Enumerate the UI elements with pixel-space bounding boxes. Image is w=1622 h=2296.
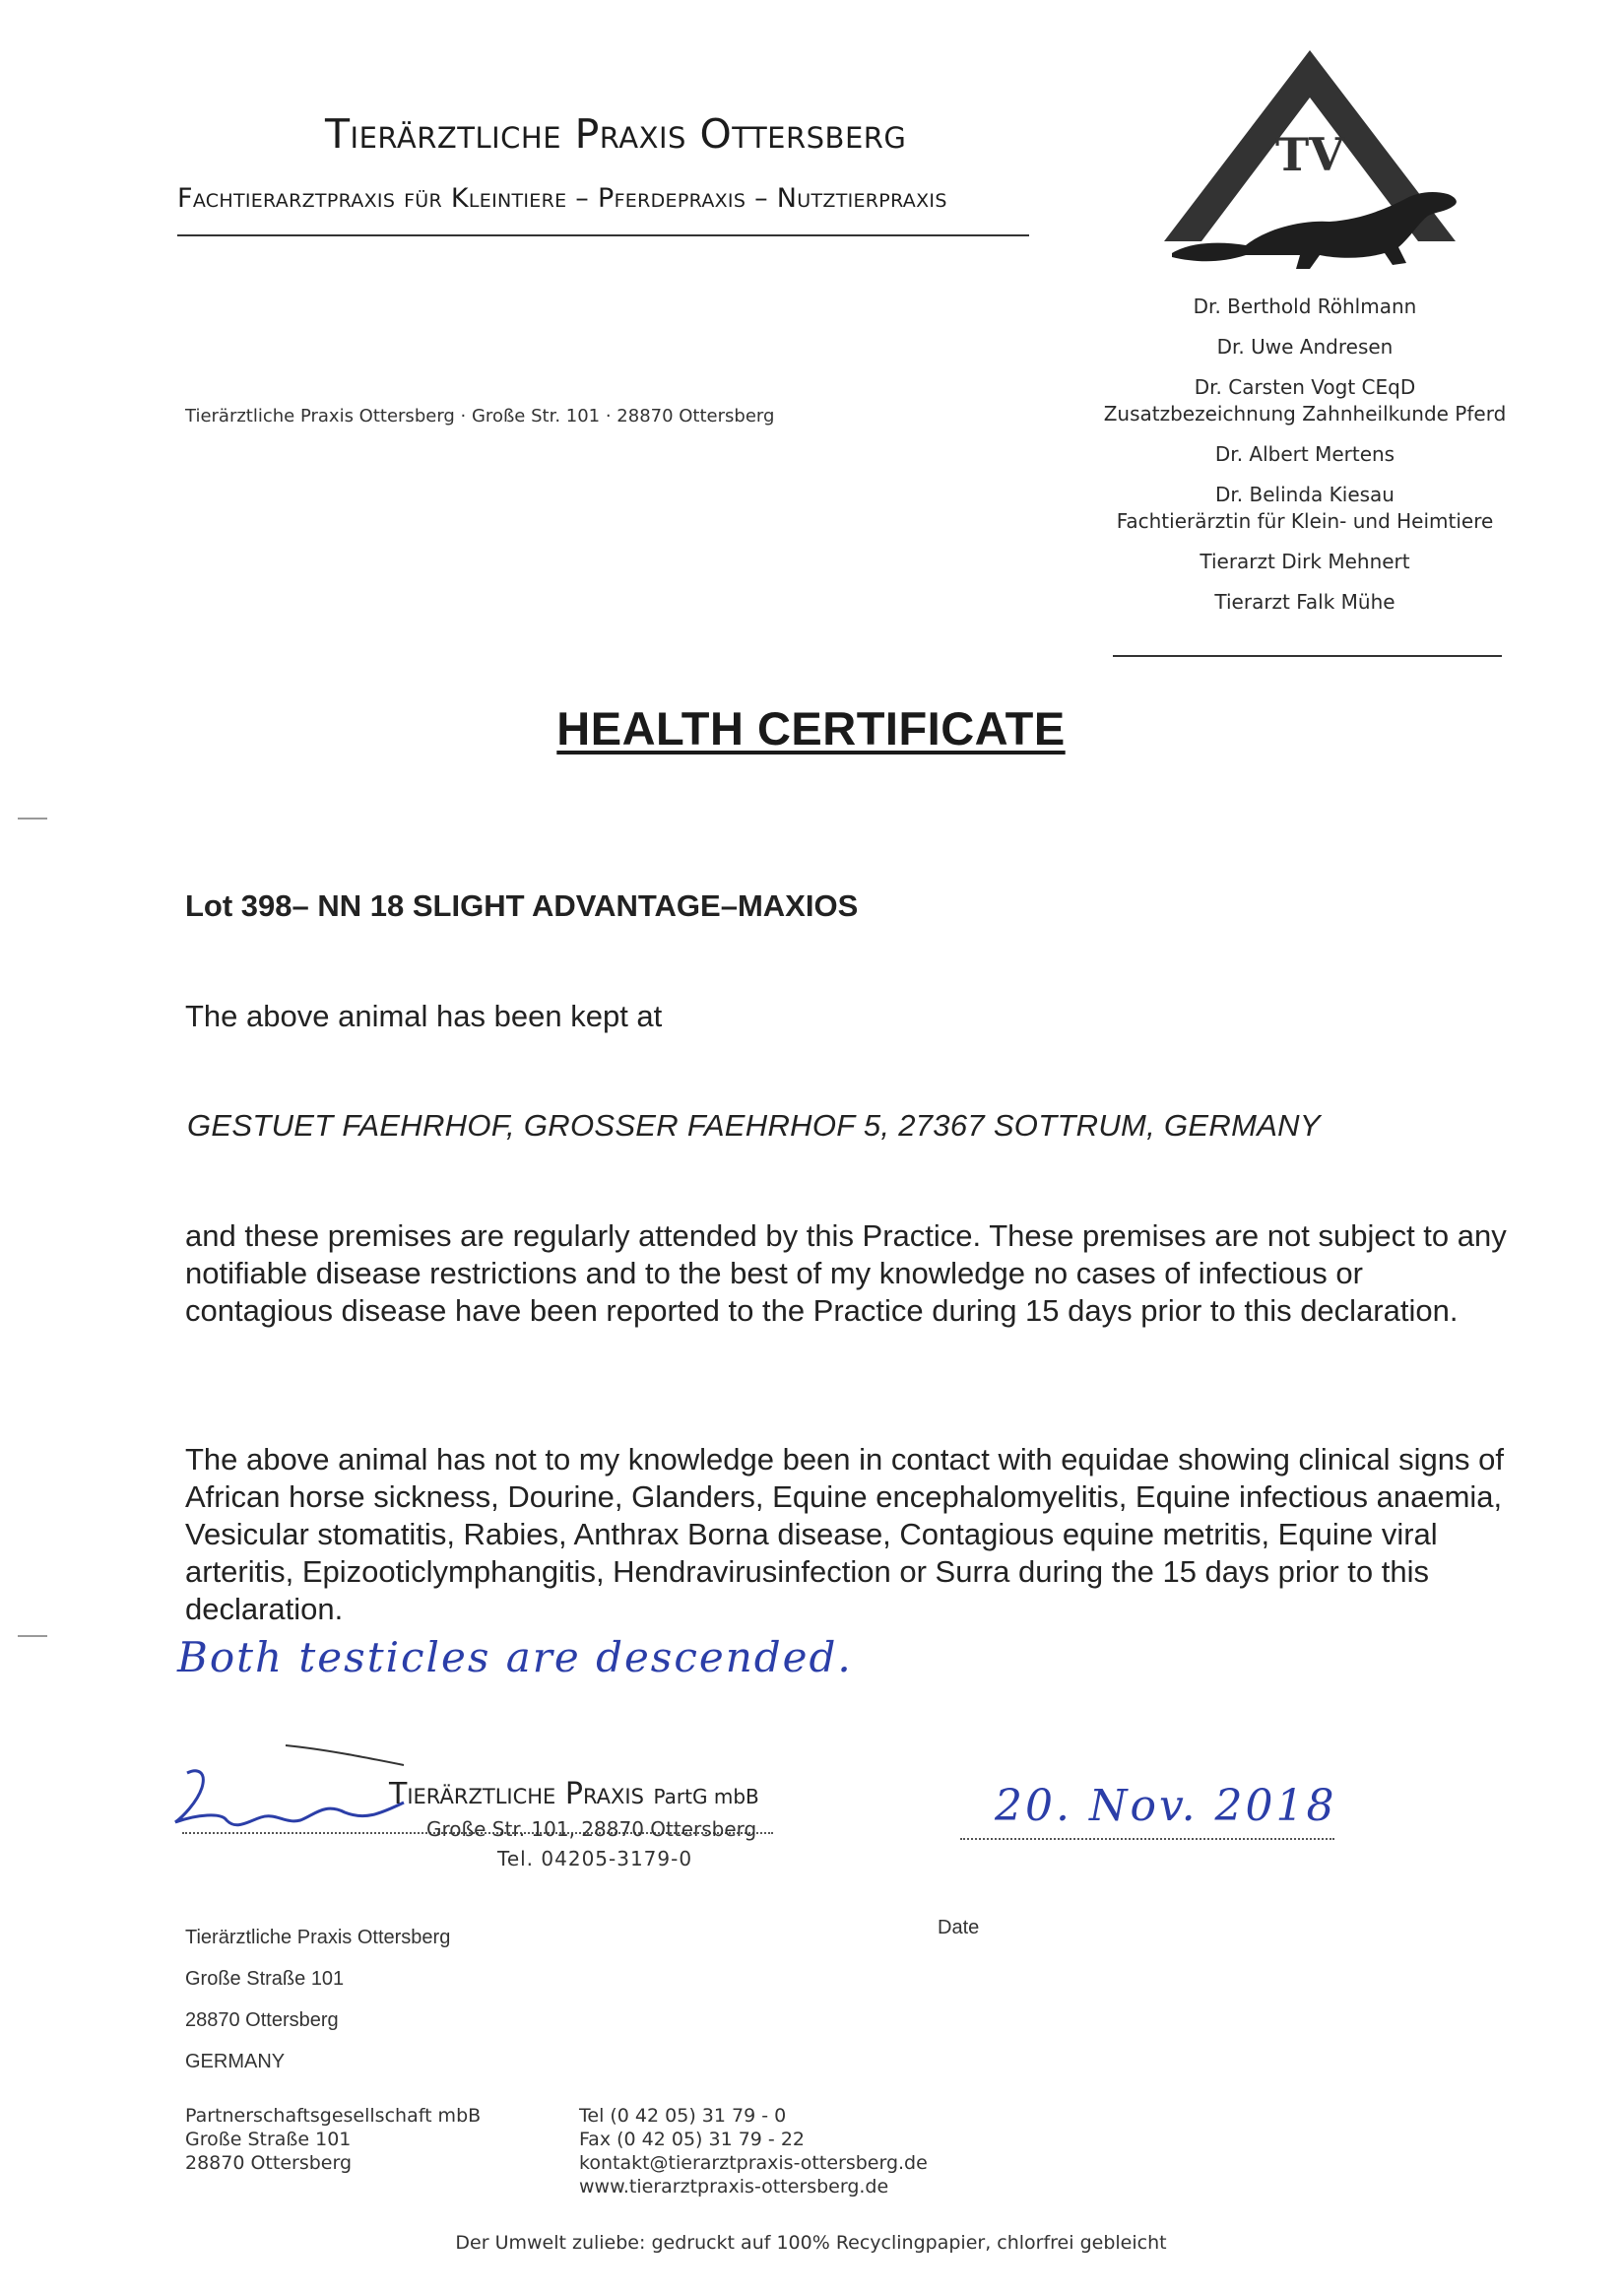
date-line [960,1838,1334,1840]
vet-entry: Tierarzt Falk Mühe [1214,590,1395,614]
date-handwritten: 20. Nov. 2018 [995,1781,1337,1831]
lot-line: Lot 398– NN 18 SLIGHT ADVANTAGE–MAXIOS [185,888,859,923]
footer-right: Tel (0 42 05) 31 79 - 0 Fax (0 42 05) 31 79 - 22 kontakt@tierarztpraxis-ottersberg.de www.tierarztpraxis-ottersberg.de [579,2105,928,2198]
margin-mark [18,1635,47,1637]
vet-list-rule [1113,655,1502,657]
contact-statement: The above animal has not to my knowledge been in contact with equidae showing clinical signs of African horse sickness, Dourine, Glanders, Equine encephalomyelitis, Equine infectious anaemia, Vesicular stomatitis, Rabies, Anthrax Borna disease, Contagious equine metritis, Equine viral arteritis, Epizooticlymphangitis, Hendravirusinfection or Surra during the 15 days prior to this declaration. [185,1442,1504,1626]
stamp-title: Tierärztliche Praxis PartG mbB [389,1777,759,1811]
practice-title: Tierärztliche Praxis Ottersberg [325,110,907,158]
vet-entry: Tierarzt Dirk Mehnert [1200,550,1410,573]
certificate-title-wrap [0,701,1622,755]
kept-at-intro: The above animal has been kept at [185,999,663,1033]
stamp-street: Große Str. 101, 28870 Ottersberg [426,1817,757,1841]
contact-email[interactable]: kontakt@tierarztpraxis-ottersberg.de [579,2152,928,2174]
eco-note: Der Umwelt zuliebe: gedruckt auf 100% Recyclingpapier, chlorfrei gebleicht [455,2232,1167,2254]
website-link[interactable]: www.tierarztpraxis-ottersberg.de [579,2176,889,2198]
vet-entry: Dr. Belinda Kiesau Fachtierärztin für Klein- und Heimtiere [1116,483,1494,533]
vet-entry: Dr. Albert Mertens [1214,442,1395,466]
footer-left: Partnerschaftsgesellschaft mbB Große Straße 101 28870 Ottersberg [185,2105,482,2174]
premises-statement: and these premises are regularly attended by this Practice. These premises are not subject to any notifiable disease restrictions and to the best of my knowledge no cases of infectious or contagious disease have been reported to the Practice during 15 days prior to this declaration. [185,1218,1507,1328]
logo-letters: TV [1275,128,1344,181]
handwritten-note: Both testicles are descended. [177,1633,853,1681]
premises-address: GESTUET FAEHRHOF, GROSSER FAEHRHOF 5, 27367 SOTTRUM, GERMANY [187,1108,1321,1143]
return-address: Tierärztliche Praxis Ottersberg · Große Str. 101 · 28870 Ottersberg [185,406,775,426]
margin-mark [18,818,47,820]
signature [167,1743,423,1852]
certificate-title: HEALTH CERTIFICATE [556,702,1066,754]
vet-entry: Dr. Berthold Röhlmann [1193,295,1417,318]
practice-logo [1152,44,1467,281]
vet-list [1098,294,1512,629]
subtitle-rule [177,234,1029,236]
vet-entry: Dr. Uwe Andresen [1216,335,1394,359]
vet-entry: Dr. Carsten Vogt CEqD Zusatzbezeichnung Zahnheilkunde Pferd [1103,375,1507,426]
stamp-tel: Tel. 04205-3179-0 [497,1847,693,1870]
practice-subtitle: Fachtierarztpraxis für Kleintiere – Pferdepraxis – Nutztierpraxis [177,183,947,214]
date-label: Date [938,1917,980,1938]
signatory-address: Tierärztliche Praxis Ottersberg Große Straße 101 28870 Ottersberg GERMANY [185,1927,451,2072]
